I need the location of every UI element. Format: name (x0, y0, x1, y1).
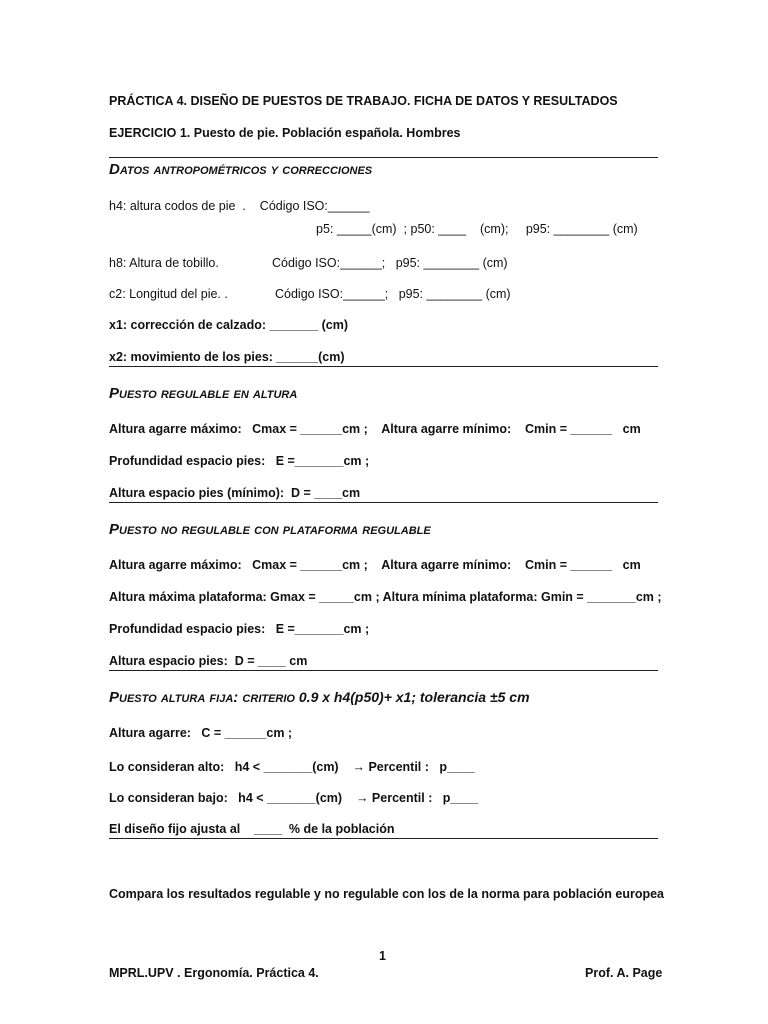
page-number: 1 (379, 949, 386, 963)
page-title: PRÁCTICA 4. DISEÑO DE PUESTOS DE TRABAJO. FICHA DE DATOS Y RESULTADOS (109, 94, 618, 108)
section-title-adjustable: Puesto regulable en altura (109, 385, 298, 402)
field-considered-high: Lo consideran alto: h4 < _______(cm) → Percentil : p____ (109, 760, 475, 774)
field-platform-heights: Altura máxima plataforma: Gmax = _____cm ; Altura mínima plataforma: Gmin = _______cm ; (109, 590, 662, 604)
field-h8: Código ISO:______; p95: ________ (cm) (272, 256, 508, 270)
field-x2: x2: movimiento de los pies: ______(cm) (109, 350, 345, 364)
field-c2-label: c2: Longitud del pie. . (109, 287, 228, 301)
divider (109, 838, 658, 839)
footer-right: Prof. A. Page (585, 966, 663, 980)
section-title-formula: 0.9 x h4(p50)+ x1; tolerancia ±5 cm (295, 689, 530, 705)
section-title-fixed-prefix: Puesto altura fija: criterio (109, 689, 295, 706)
field-x1: x1: corrección de calzado: _______ (cm) (109, 318, 349, 332)
footer-left: MPRL.UPV . Ergonomía. Práctica 4. (109, 966, 319, 980)
field-foot-depth: Profundidad espacio pies: E =_______cm ; (109, 454, 370, 468)
section-title-platform: Puesto no regulable con plataforma regulable (109, 521, 431, 538)
field-h8-label: h8: Altura de tobillo. (109, 256, 219, 270)
section-title-anthropometric: Datos antropométricos y correcciones (109, 161, 373, 178)
field-foot-height: Altura espacio pies (mínimo): D = ____cm (109, 486, 361, 500)
closing-instruction: Compara los resultados regulable y no regulable con los de la norma para población europea (109, 887, 664, 901)
field-foot-height: Altura espacio pies: D = ____ cm (109, 654, 308, 668)
field-h4-percentiles: p5: _____(cm) ; p50: ____ (cm); p95: ________ (cm) (316, 222, 638, 236)
divider (109, 670, 658, 671)
field-population-fit: El diseño fijo ajusta al ____ % de la población (109, 822, 395, 836)
field-c2: Código ISO:______; p95: ________ (cm) (275, 287, 511, 301)
field-grip-height: Altura agarre: C = ______cm ; (109, 726, 293, 740)
section-title-fixed (109, 688, 530, 707)
field-foot-depth: Profundidad espacio pies: E =_______cm ; (109, 622, 370, 636)
field-grip-heights: Altura agarre máximo: Cmax = ______cm ; Altura agarre mínimo: Cmin = ______ cm (109, 422, 641, 436)
exercise-title: EJERCICIO 1. Puesto de pie. Población española. Hombres (109, 126, 461, 140)
field-h4: h4: altura codos de pie . Código ISO:______ (109, 199, 370, 213)
divider (109, 366, 658, 367)
divider (109, 157, 658, 158)
field-considered-low: Lo consideran bajo: h4 < _______(cm) → Percentil : p____ (109, 791, 479, 805)
field-grip-heights: Altura agarre máximo: Cmax = ______cm ; Altura agarre mínimo: Cmin = ______ cm (109, 558, 641, 572)
divider (109, 502, 658, 503)
